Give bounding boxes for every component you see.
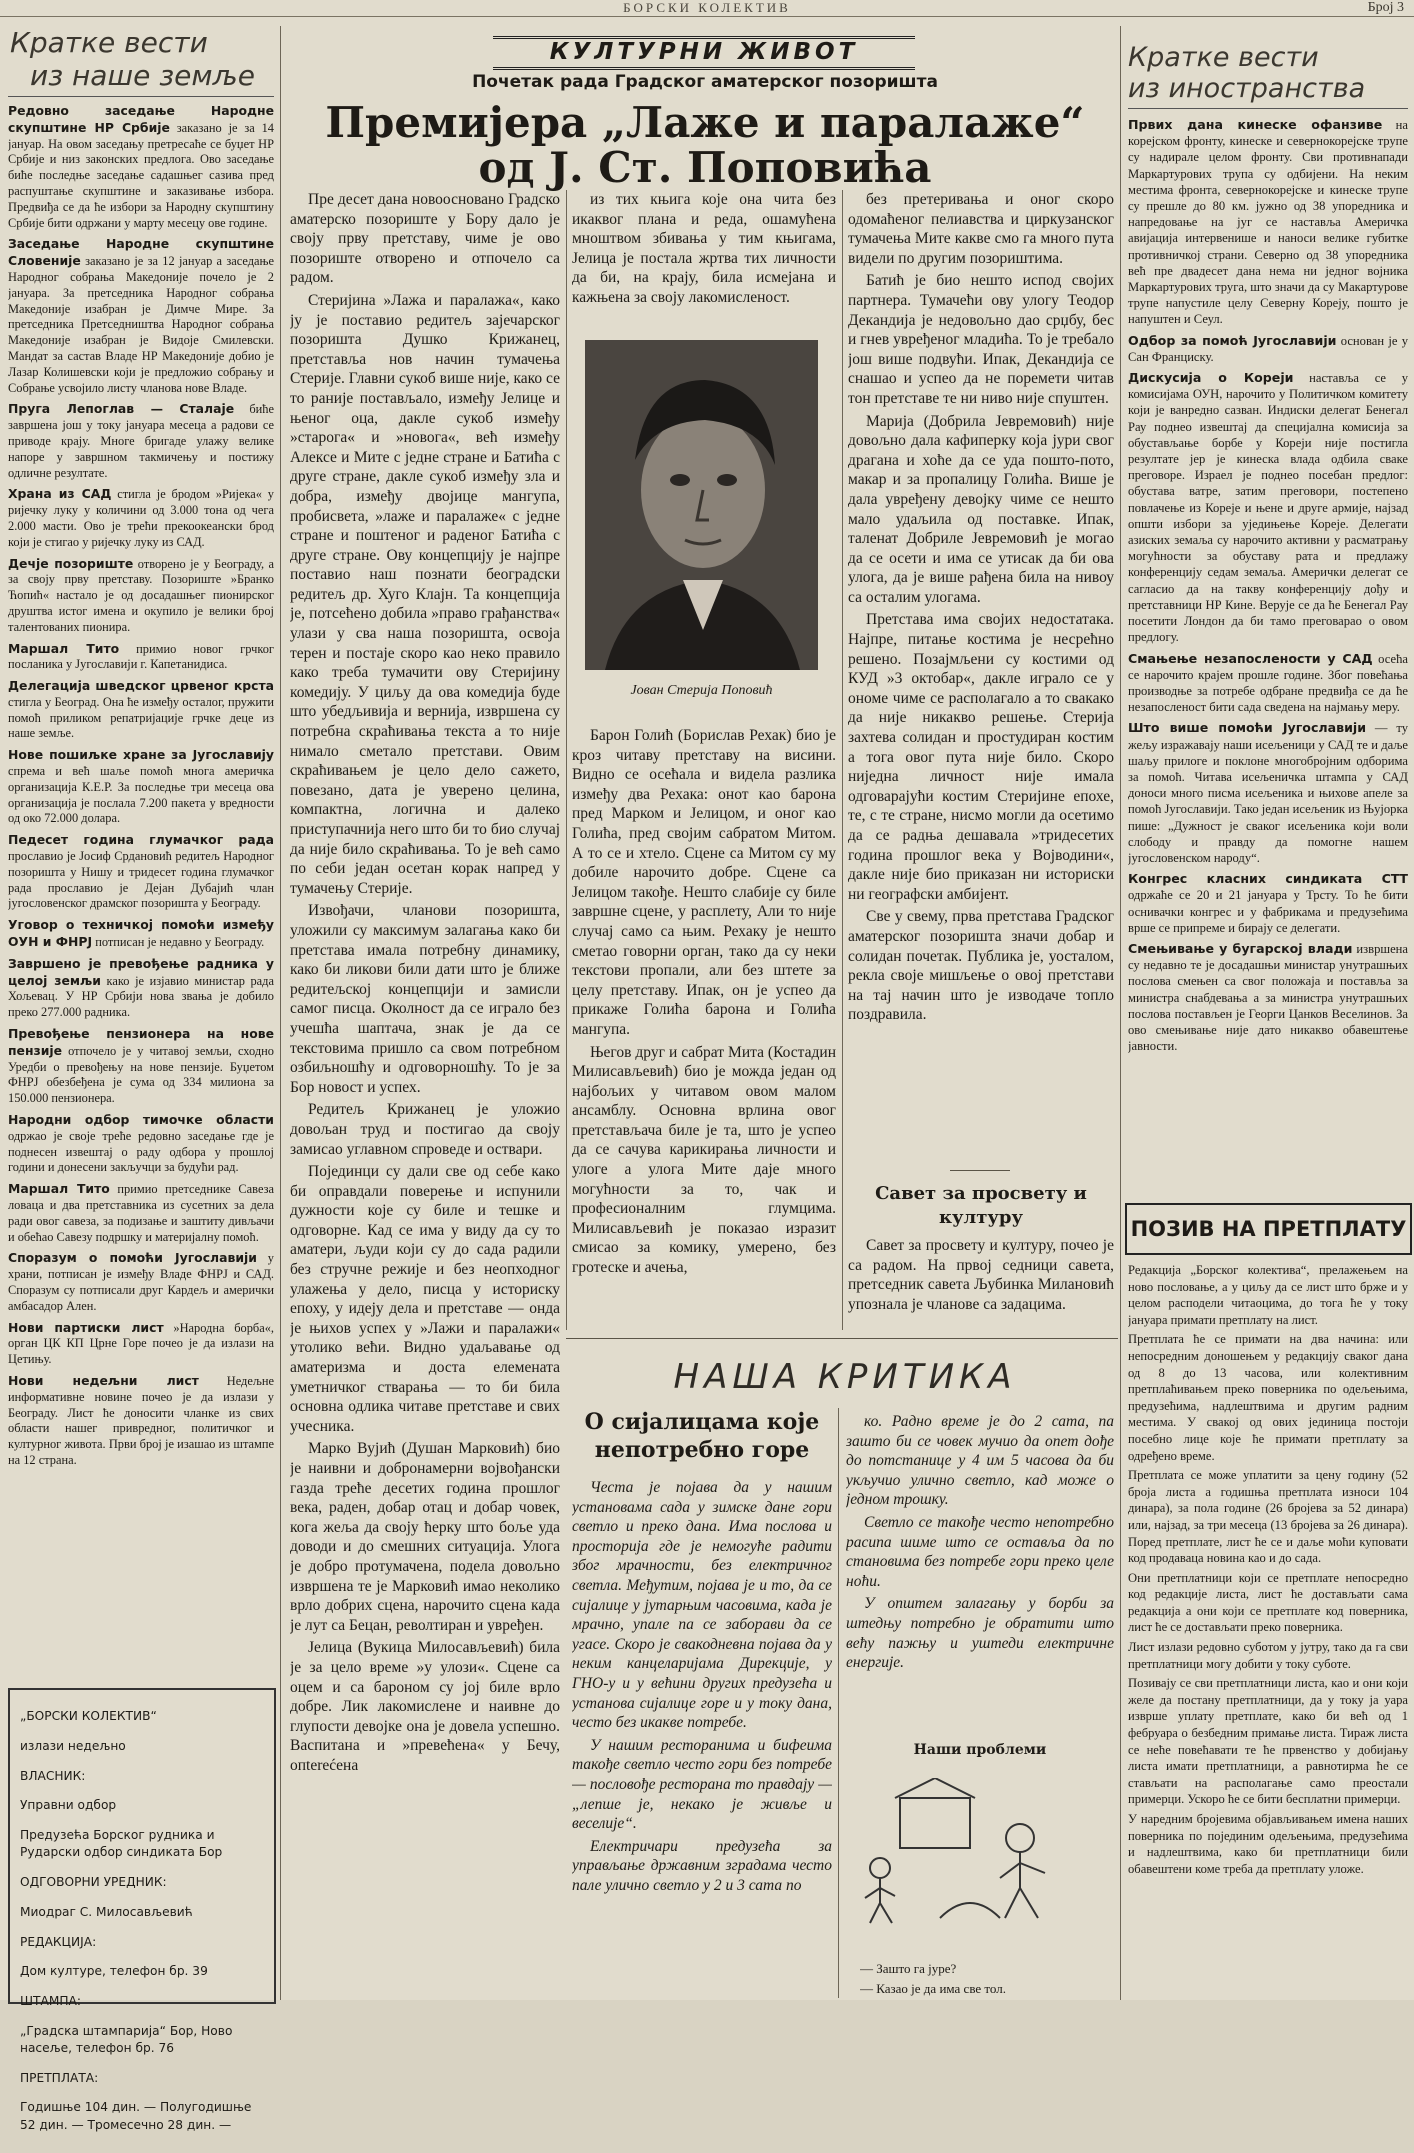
news-item [8, 1373, 274, 1469]
subscription-paragraph: Редакција „Борског колектива“, прелажењем на ново пословање, а у циљу да се лист што брже и у целом расподели читаоцима, до тога ће у току јануара примати претплату на лист. [1128, 1263, 1408, 1327]
news-item-title: Одбор за помоћ Југославији [1128, 332, 1337, 348]
center-rule-1 [566, 190, 567, 1330]
news-item [1128, 720, 1408, 866]
imprint-line: ВЛАСНИК: [20, 1768, 86, 1783]
subscription-title: ПОЗИВ НА ПРЕТПЛАТУ [1125, 1203, 1412, 1255]
news-item-text: одржао је своје треће редовно заседање где је поднесен извештај о раду одбора у прошлој години и донесени закључци за будући рад. [8, 1128, 274, 1175]
foreign-news-list [1128, 117, 1408, 1054]
domestic-heading-1: Кратке вести [10, 26, 208, 59]
news-item [8, 486, 274, 550]
cartoon-caption: — Казао је да има све тол. [860, 1981, 1006, 1996]
problems-captions [860, 1960, 1110, 2000]
problems-title: Наши проблеми [913, 1742, 1047, 1758]
news-item-text: стигла у Београд. Она ће између осталог, пружити помоћ приликом репатријације грчке деце из наше земље. [8, 694, 274, 741]
news-item-text: биће завршена још у току јануара месеца а радови се приводе крају. Многе бригаде улажу велике напоре у завршном такмичењу и постижу одличне резултате. [8, 402, 274, 480]
domestic-news-list [8, 103, 274, 1469]
subscription-paragraph: Они претплатници који се претплате непосредно код редакције листа, лист ће достављати сама редакција а они који се претплате код поверника, лист ће се достављати преко поверника. [1128, 1570, 1408, 1635]
critika-title: НАША КРИТИКА [673, 1357, 1017, 1397]
news-item-text: основан је у Сан Франциску. [1128, 333, 1408, 364]
news-item-text: наставља се у комисијама ОУН, нарочито у Политичком комитету који је ванредно сазван. Индиски делегат Бенегал Рау поднео извештај да специјална комисија за обустављање борбе у Кореји није постигла резултате јер је кинеска влада одбила сваке преговоре. Израел је поднео посебан предлог: обустава ватре, затим преговори, постепено повлачење из Кореје и њене и друге армије, најзад општи избори за уједињење Кореје. Делегати азиских земаља су нарочито активни у расматрању могућности за обуставу рата и предлажу конференцију седам земаља. Амерички делегат се сагласио да на такву конференцију дођу и претставници НР Кине. Верује се да ће Бенегал Рау посетити Лондон да би тамо преговарао о овом предлогу. [1128, 371, 1408, 645]
article-paragraph: Извођачи, чланови позоришта, уложили су максимум залагања како би претстава имала потребну динамику, како би ликови били дати што је ближе редитељској концепцији и замисли самог писца. Околност да се играло без учешћа шаптача, знак је да се текстовима пришло са свом потребном озбиљношћу и одговорношћу. То је за Бор новост и успех. [290, 902, 560, 1096]
news-item [8, 641, 274, 674]
bulbs-title: О сијалицама које непотребно горе [584, 1409, 820, 1463]
subscription-paragraph: У наредним бројевима објављивањем имена наших поверника по појединим одељењима, предузећима и надлештвима, како би претплатници били обавештени коме треба да претплату уложе. [1128, 1812, 1408, 1876]
news-item-text: осећа се нарочито крајем прошле године. Због повећања производње за потребе одбране предвиђа се да ће незапосленост бити сада сведена на најмању меру. [1128, 651, 1408, 715]
subscription-paragraph: Лист излази редовно суботом у јутру, тако да га сви претплатници могу добити у току суботе. [1128, 1640, 1408, 1671]
imprint-line: „Градска штампарија“ Бор, Ново насеље, телефон бр. 76 [20, 2023, 233, 2056]
news-item-title: Маршал Тито [8, 640, 120, 656]
news-item-text: отпочело је у читавој земљи, сходно Уредби о превођењу на нове пензије. Буџетом ФНРЈ обезбеђена је сума од 334 милиона за 150.000 пензионера. [8, 1043, 274, 1106]
critique-paragraph: У нашим ресторанима и бифеима такође светло често гори без потребе — пословође ресторана то правдају — „лепше је, некако је живље и веселије“. [572, 1736, 832, 1833]
imprint-lines [10, 1690, 274, 2153]
imprint-line: РЕДАКЦИЈА: [20, 1934, 97, 1949]
news-item [1128, 370, 1408, 645]
article-paragraph: Стеријина »Лажа и паралажа«, како ју је поставио редитељ зајечарског позоришта Душко Крижанец, претставља нов начин тумачења Стерије. Главни сукоб више није, како се то раније постављало, између Јелице и њеног оца, дакле сукоб између »старога« и »новога«, већ између Алексе и Мите с једне стране и Батића с друге стране, дакле сукоб између зла и добра, између двојице мангупа, пробисвета, »лаже и паралаже« с једне стране и поштеног и раденог Батића с друге стране. Ову концепцију је најпре поставио наш познати београдски редитељ др. Хуго Клајн. Та концепција је, потсећено добила »право грађанства« улази у сва наша позоришта, освоја терен и постаје скоро као неко правило како треба тумачити ову Стеријину комедију. У циљу да ова комедија буде што убедљивија и вернија, извршена су потребна скраћивања текста а то није нимало сметало претстави. Овим скраћивањем је цело дело сажето, повезано, дата је уверено целина, компактна, логична и далеко приступачнија него што би то био случај да није било скраћивања. То је већ само по себи један осетан корак напред у тумачењу Стерије. [290, 291, 560, 897]
critique-paragraph: У општем залагању у борби за штедњу потребно је обратити што већу пажњу и уштеди електричне енергије. [846, 1595, 1114, 1672]
article-paragraph: Батић је био нешто испод својих партнера. Тумачећи ову улогу Теодор Декандија је недовољно дао срџбу, бес и гнев увређеног младића. То је требало још више подвући. Ипак, Декандија се снашао и успео да не поремети читав тон претставе те ни ниво није спуштен. [848, 272, 1114, 407]
article-col-2a [572, 190, 836, 330]
news-item-text: на корејском фронту, кинеске и севернокорејске трупе су надирале целом фронту. Сви противнапади Маркартурових трупа су одбијени. На неким местима фронта, севернокорејске и кинеске трупе су прешле до 80 км. јужно од 38 упоредника и напредовање на југ се наставља Америчка авијација интервенише и наноси велике губитке противничкој страни. Северно од 38 упоредника већ пре двадесет дана нема ни једног војника Маркартурових труга, што значи да су Макартурове трупе напустиле целу Северну Кореју, пошто је напуштен и Сеул. [1128, 118, 1408, 327]
news-item-title: Народни одбор тимочке области [8, 1112, 274, 1128]
imprint-line: Управни одбор [20, 1798, 117, 1813]
news-item-title: Редовно заседање Народне скупштине НР Србије [8, 103, 274, 135]
news-item [8, 401, 274, 481]
news-item [8, 103, 274, 231]
news-item-text: прославио је Јосиф Срдановић редитељ Народног позоришта у Нишу и тридесет година глумачког рада прославио је Дејан Дубајић члан југословенског драмског позоришта у Београду. [8, 849, 274, 911]
news-item [1128, 651, 1408, 716]
critique-paragraph: Електричари предузећа за управљање државним зградама често пале улично светло у 2 и 3 сата по [572, 1837, 832, 1894]
article-col-3 [848, 190, 1114, 1300]
news-item-title: Што више помоћи Југославији [1128, 720, 1367, 736]
cartoon-illustration [840, 1778, 1108, 1928]
news-item-text: примио претседнике Савеза ловаца и два претставника из сусетних за дела ради овог савеза, за подизање и заштиту дивљачи и обећао Савезу подршку и материјалну помоћ. [8, 1182, 274, 1244]
news-item-title: Уговор о техничкој помоћи између ОУН и ФНРЈ [8, 917, 274, 950]
article-paragraph: Марија (Добрила Јевремовић) није довољно дала кафиперку која јури свог драгана и хоће да се уда пошто-пото, макар и за пропалицу Голића. Више је дала увређену девојку чиме се нешто мало удаљила од поставке. Ипак, таленат Добриле Јевремовић је могао да се осети и има се утисак да би ова улога, да је више рађена била на нивоу са осталим улогама. [848, 412, 1114, 606]
news-item [8, 1250, 274, 1314]
savet-title: Савет за просвету и културу [875, 1183, 1087, 1228]
news-item-title: Нови недељни лист [8, 1372, 199, 1388]
news-item [1128, 333, 1408, 365]
news-item-title: Дискусија о Кореји [1128, 370, 1294, 386]
foreign-heading-2: из иностранства [1128, 73, 1408, 109]
imprint-line: Дом културе, телефон бр. 39 [20, 1964, 208, 1979]
news-item [8, 832, 274, 912]
news-item-text: отворено је у Београду, а за своју прву претставу. Позориште »Бранко Ћопић« настало је од досадашњег пионирског друштва истог имена и окупило је велики број талентованих пионира. [8, 556, 274, 634]
subscription-paragraph: Позивају се сви претплатници листа, као и они који желе да постану претплатници, да у току ја уара изврше уплату претплате, како би већ од 1 фебруара о безбедним примање листа. Тираж листа се неће повећавати те ће првенство у добијању листа имати претплатници, а равнотирма ће се стављати на располагање само преостали примерци. Ускоро ће се бити бесплатни примерци. [1128, 1676, 1408, 1807]
news-item-text: одржаће се 20 и 21 јануара у Трсту. То ће бити оснивачки конгрес и у фабрикама и предузећима врше се припреме и бирају се делегати. [1128, 888, 1408, 935]
article-paragraph: Барон Голић (Борислав Рехак) био је кроз читаву претставу на висини. Видно се осећала и видела разлика између два Рехака: онот као барона пред Марком и Јелицом, и оног као Голића, пред својим сабратом Митом. А то се и хтело. Сцене са Митом су му добиле нарочито добре. Сцене са Јелицом такође. Нешто слабије су биле завршне сцене, у расплету, Али то није случај само са њим. Рехаку је нешто сметао говорни орган, тако да су неки текстови пропали, али без штете за целу претставу. Ипак, он је успео да прикаже Голића барона и Голића мангупа. [572, 727, 836, 1038]
news-item-title: Дечје позориште [8, 555, 134, 571]
news-item [8, 1181, 274, 1245]
imprint-line: ПРЕТПЛАТА: [20, 2070, 99, 2085]
foreign-heading-1: Кратке вести [1128, 42, 1319, 73]
news-item-title: Превођење пензионера на нове пензије [8, 1026, 274, 1058]
cartoon-caption: — Зашто га јуре? [860, 1961, 957, 1976]
news-item-text: заказано је за 14 јануар. На овом заседању претресаће се буџет НР Србије и низ законских предлога. Ово заседање биће последње заседање садашњег сазива пред распуштање скупштине и заказивање избора. Предвиђа се да ће избори за Народну скупштину Србије бити одржани у марту месецу ове године. [8, 120, 274, 230]
critika-rule [838, 1408, 839, 1998]
article-paragraph: Претстава има својих недостатака. Најпре, питање костима је несрећно решено. Позајмљени су костими од КУД »3 октобар«, дакле играло се у ономе чиме се располагало а то свакако да није никакво решење. Стерија захтева солидан и простудиран костим а тога овог пута није било. Скоро ниједна личност није имала одговарајући костим Стеријине епохе, те, с те стране, нисмо могли да осетимо да се радња дешавала »тридесетих година прошлог века у Војводини«, дакле није био приказан ни историски ни географски амбијент. [848, 611, 1114, 903]
news-item-text: извршена су недавно те је досадашњи министар унутрашњих послова смењен са свог положаја и поставља за министра снабдевања а за министра унутрашњих послова постављен је Георги Цанков Веселинов. За ово смењивање није дато никакво обавештење јавности. [1128, 941, 1408, 1054]
critique-paragraph: Честа је појава да у нашим установама сада у зимске дане гори светло и преко дана. Има послова и просторија где је немогуће радити због мрачности, без електричног светла. Међутим, појава је и то, да се сијалице у јутарњим часовима, када је мрачно, упале па се заборави да се угасе. Скоро је свакодневна појава да у неким канцеларијама Дирекције, у ГНО-у и у већини других предузећа и установа сијалице горе и у току дана, често без икакве потребе. [572, 1479, 832, 1732]
news-item [8, 1320, 274, 1368]
news-item [8, 747, 274, 827]
news-item-text: како је изјавио министар рада Хољевац. У НР Србији нова звања је добило преко 277.000 радника. [8, 973, 274, 1020]
article-paragraph: Његов друг и сабрат Мита (Костадин Милисављевић) био је можда један од најбољих у читавом овом малом ансамблу. Основна врлина овог претстављача биле је та, што је успео да се сачува карикирања личности и улоге а улога Мите даје много могућности за то, чак и професионалним глумцима. Милисављевић је показао изразит смисао за комику, умерено, без гротеске и ачења, [572, 1043, 836, 1277]
news-item-title: Педесет година глумачког рада [8, 832, 274, 848]
news-item-text: — ту жељу изражавају наши исељеници у САД те и даље шаљу прилоге и поклоне многобројним одборима за помоћ. Читава исељеничка штампа у САД доноси много писма исељеника и њихове апеле за помоћ Југославији. Тако један исељеник из Њујорка пише: „Дужност је сваког исељеника који воли слободу и правду да помогне нашем југословенском народу“. [1128, 721, 1408, 865]
subscription-paragraph: Претплата се може уплатити за цену годину (52 броја листа а годишња претплата износи 104 динара), за пола године (26 бројева за 52 динара) или, најзад, за три месеца (13 бројева за 26 динара). Поред претплате, лист ће се и даље моћи куповати код продаваца новина као и до сада. [1128, 1468, 1408, 1566]
column-rule-left [280, 26, 281, 2000]
news-item-title: Храна из САД [8, 486, 112, 502]
savet-block [848, 1182, 1114, 1332]
portrait-photo [585, 340, 818, 670]
news-item-title: Заседање Народне скупштине Словеније [8, 236, 274, 269]
news-item-text: у храни, потписан је између Владе ФНРЈ и САД. Споразум су потписали друг Кардељ и амерички амбасадор Ален. [8, 1251, 274, 1313]
article-col-2b [572, 726, 836, 1330]
news-item-title: Делегација шведског црвеног крста [8, 678, 274, 694]
news-item-text: стигла је бродом »Ријека« у ријечку луку у количини од 3.000 тона од чега 2.000 масти. Ово је трећи прекоокеански брод који је стигао у ријечку луку из САД. [8, 487, 274, 549]
article-paragraph: Све у свему, прва претстава Градског аматерског позоришта значи добар и солидан почетак. Публика је, уосталом, рекла своје мишљење о овој претстави на тај начин што је изводаче топло поздравила. [848, 908, 1114, 1024]
masthead: БОРСКИ КОЛЕКТИВ [0, 0, 1414, 17]
savet-text: Савет за просвету и културу, почео је са радом. На првој седници савета, претседник савета Љубинка Милановић упознала је чланове са задацима. [848, 1237, 1114, 1313]
news-item [8, 678, 274, 742]
news-item [8, 917, 274, 951]
critique-paragraph: ко. Радно време је до 2 сата, па зашто би се човек мучио да опет дође до потстанице у 4 им 5 часова да би укључио улично светло, кад може о једном трошку. [846, 1413, 1114, 1509]
news-item [1128, 871, 1408, 936]
news-item-title: Завршено је превођење радника у целој земљи [8, 955, 274, 988]
imprint-box [8, 1688, 276, 2132]
news-item-text: примио новог грчког посланика у Југославији г. Капетанидиса. [8, 641, 274, 672]
cartoon-drawing [840, 1778, 1108, 1978]
news-item-title: Маршал Тито [8, 1181, 110, 1197]
article-paragraph: из тих књига које она чита без икаквог плана и реда, ошамућена мноштвом збивања у тим књигама, Јелица је постала жртва тих личности да би, на крају, била исмејана и кажњена за своју лакомисленост. [572, 191, 836, 306]
bulbs-col-1 [572, 1408, 832, 2000]
article-paragraph: Марко Вујић (Душан Марковић) био је наивни и добронамерни војвођански газда треће десетих година прошлог века, раден, добар отац и добар човек, кога жеља да своју ћерку што боље уда доводи и до смешних ситуација. Улога је добро протумачена, подела довољно извршена те је Марковић имао неколико врло добрих сцена, нарочито сцена када је лут са Бецан, револтиран и увређен. [290, 1440, 560, 1634]
news-item [8, 236, 274, 396]
imprint-line: Миодраг С. Милосављевић [20, 1904, 193, 1919]
news-item [1128, 117, 1408, 328]
news-item-text: заказано је за 12 јануар а заседање Народног собрања Македоније почело је 2 јануара. За претседника Народног собрања Македоније изабран је Димче Мире. За претседника Претседништва Народног собрања Македоније изабран је Видоје Смилевски. Мандат за састав Владе НР Македоније добио је Лазар Колишевски који је предложио собрању и Собрање усвојило листу чланова нове Владе. [8, 254, 274, 395]
imprint-line: „БОРСКИ КОЛЕКТИВ“ [20, 1709, 157, 1724]
news-item-title: Нови партиски лист [8, 1319, 164, 1335]
news-item-title: Споразум о помоћи Југославији [8, 1250, 257, 1266]
domestic-heading-2: из наше земље [8, 59, 274, 97]
article-paragraph: без претеривања и оног скоро одомаћеног пелиавства и циркузанског тумачења Мите какве смо га много пута видели по другим позориштима. [848, 191, 1114, 267]
news-item [8, 956, 274, 1021]
center-rule-2 [842, 190, 843, 1330]
news-item-title: Првих дана кинеске офанзиве [1128, 117, 1383, 132]
news-item-text: Недељне информативне новине почео је да излази у Београду. Лист ће доносити чланке из свих области нашег привредног, политичког и културног живота. Први број је изашао из штампе на 12 страна. [8, 1373, 274, 1467]
critika-top-rule [566, 1338, 1118, 1339]
imprint-line: Годишње 104 дин. — Полугодишње 52 дин. — Тромесечно 28 дин. — [20, 2100, 252, 2132]
headline: Премијера „Лаже и паралаже“ од Ј. Ст. Поповића [325, 98, 1085, 192]
news-item [8, 1026, 274, 1107]
page-number: Број 3 [1367, 0, 1404, 15]
photo-caption: Јован Стерија Поповић [630, 683, 773, 698]
imprint-line: ОДГОВОРНИ УРЕДНИК: [20, 1875, 167, 1890]
article-col-1 [290, 190, 560, 2000]
news-item-title: Смењивање у бугарској влади [1128, 940, 1353, 956]
foreign-news-column [1128, 42, 1408, 1192]
imprint-line: Предузећа Борског рудника и Рударски одбор синдиката Бор [20, 1827, 223, 1860]
kicker: Почетак рада Градског аматерског позоришта [472, 72, 938, 92]
article-paragraph: Редитељ Крижанец је уложио довољан труд и постигао да своју замисао углавном спроведе и оствари. [290, 1101, 560, 1158]
bulbs-col-2 [846, 1412, 1114, 1712]
news-item-title: Конгрес класних синдиката СТТ [1128, 871, 1408, 887]
news-item-title: Пруга Лепоглав — Сталаје [8, 401, 235, 417]
imprint-line: ШТАМПА: [20, 1993, 81, 2008]
news-item [1128, 941, 1408, 1054]
news-item [8, 1112, 274, 1176]
news-item [8, 556, 274, 636]
section-title: КУЛТУРНИ ЖИВОТ [493, 36, 915, 70]
column-rule-right [1120, 26, 1121, 2000]
news-item-title: Смањење незапослености у САД [1128, 650, 1373, 666]
news-item-title: Нове пошиљке хране за Југославију [8, 747, 274, 763]
subscription-paragraph: Претплата ће се примати на два начина: или непосредним доношењем у редакцију сваког дана од 8 до 13 часова, или колективним претплаћивањем преко поверника по одељењима, предузећима, надлештвима и другим радним местима. У свакој од ових јединица постоји посебно лице које ће примати претплату за одређено време. [1128, 1332, 1408, 1463]
news-item-text: потписан је недавно у Београду. [92, 935, 265, 950]
portrait-illustration [585, 340, 818, 670]
critique-paragraph: Светло се такође често непотребно расипа шиме што се оставља да по становима без потребе гори преко целе ноћи. [846, 1513, 1114, 1590]
article-paragraph: Пре десет дана новоосновано Градско аматерско позориште у Бору дало је своју прву претставу, чиме је ово позориште отворено и отпочело са радом. [290, 191, 560, 287]
savet-rule [950, 1170, 1010, 1171]
subscription-text [1128, 1262, 1408, 2000]
domestic-news-column [8, 26, 274, 1686]
article-paragraph: Јелица (Вукица Милосављевић) била је за цело време »у улози«. Сцене са оцем и са бароном су јој биле врло добре. Лик лакомислене и наивне до глупости девојке она је довела успешно. Васпитана и »превећена« у Бечу, опterećена [290, 1639, 560, 1774]
news-item-text: спрема и већ шаље помоћ многа америчка организација К.Е.Р. За последње три месеца ова организација је послала 7.200 пакета у вредности од око 72.000 долара. [8, 764, 274, 826]
imprint-line: излази недељно [20, 1738, 126, 1753]
article-paragraph: Појединци су дали све од себе како би оправдали поверење и испунили дужности које су биле и тешке и одговорне. Кад се има у виду да су то аматери, људи који су до сада радили без стручне режије и без неопходног улажења у дело, писца у историску епоху, у идеју дела и претставе — онда је њихов успех у »Лажи и паралажи« утолико већи. Видно удаљавање од аматеризма и доста елемената уметничког стварања — то би била основна одлика читаве претставе и свих учесника. [290, 1163, 560, 1435]
news-item-text: »Народна борба«, орган ЦК КП Црне Горе почео је да излази на Цетињу. [8, 1320, 274, 1367]
